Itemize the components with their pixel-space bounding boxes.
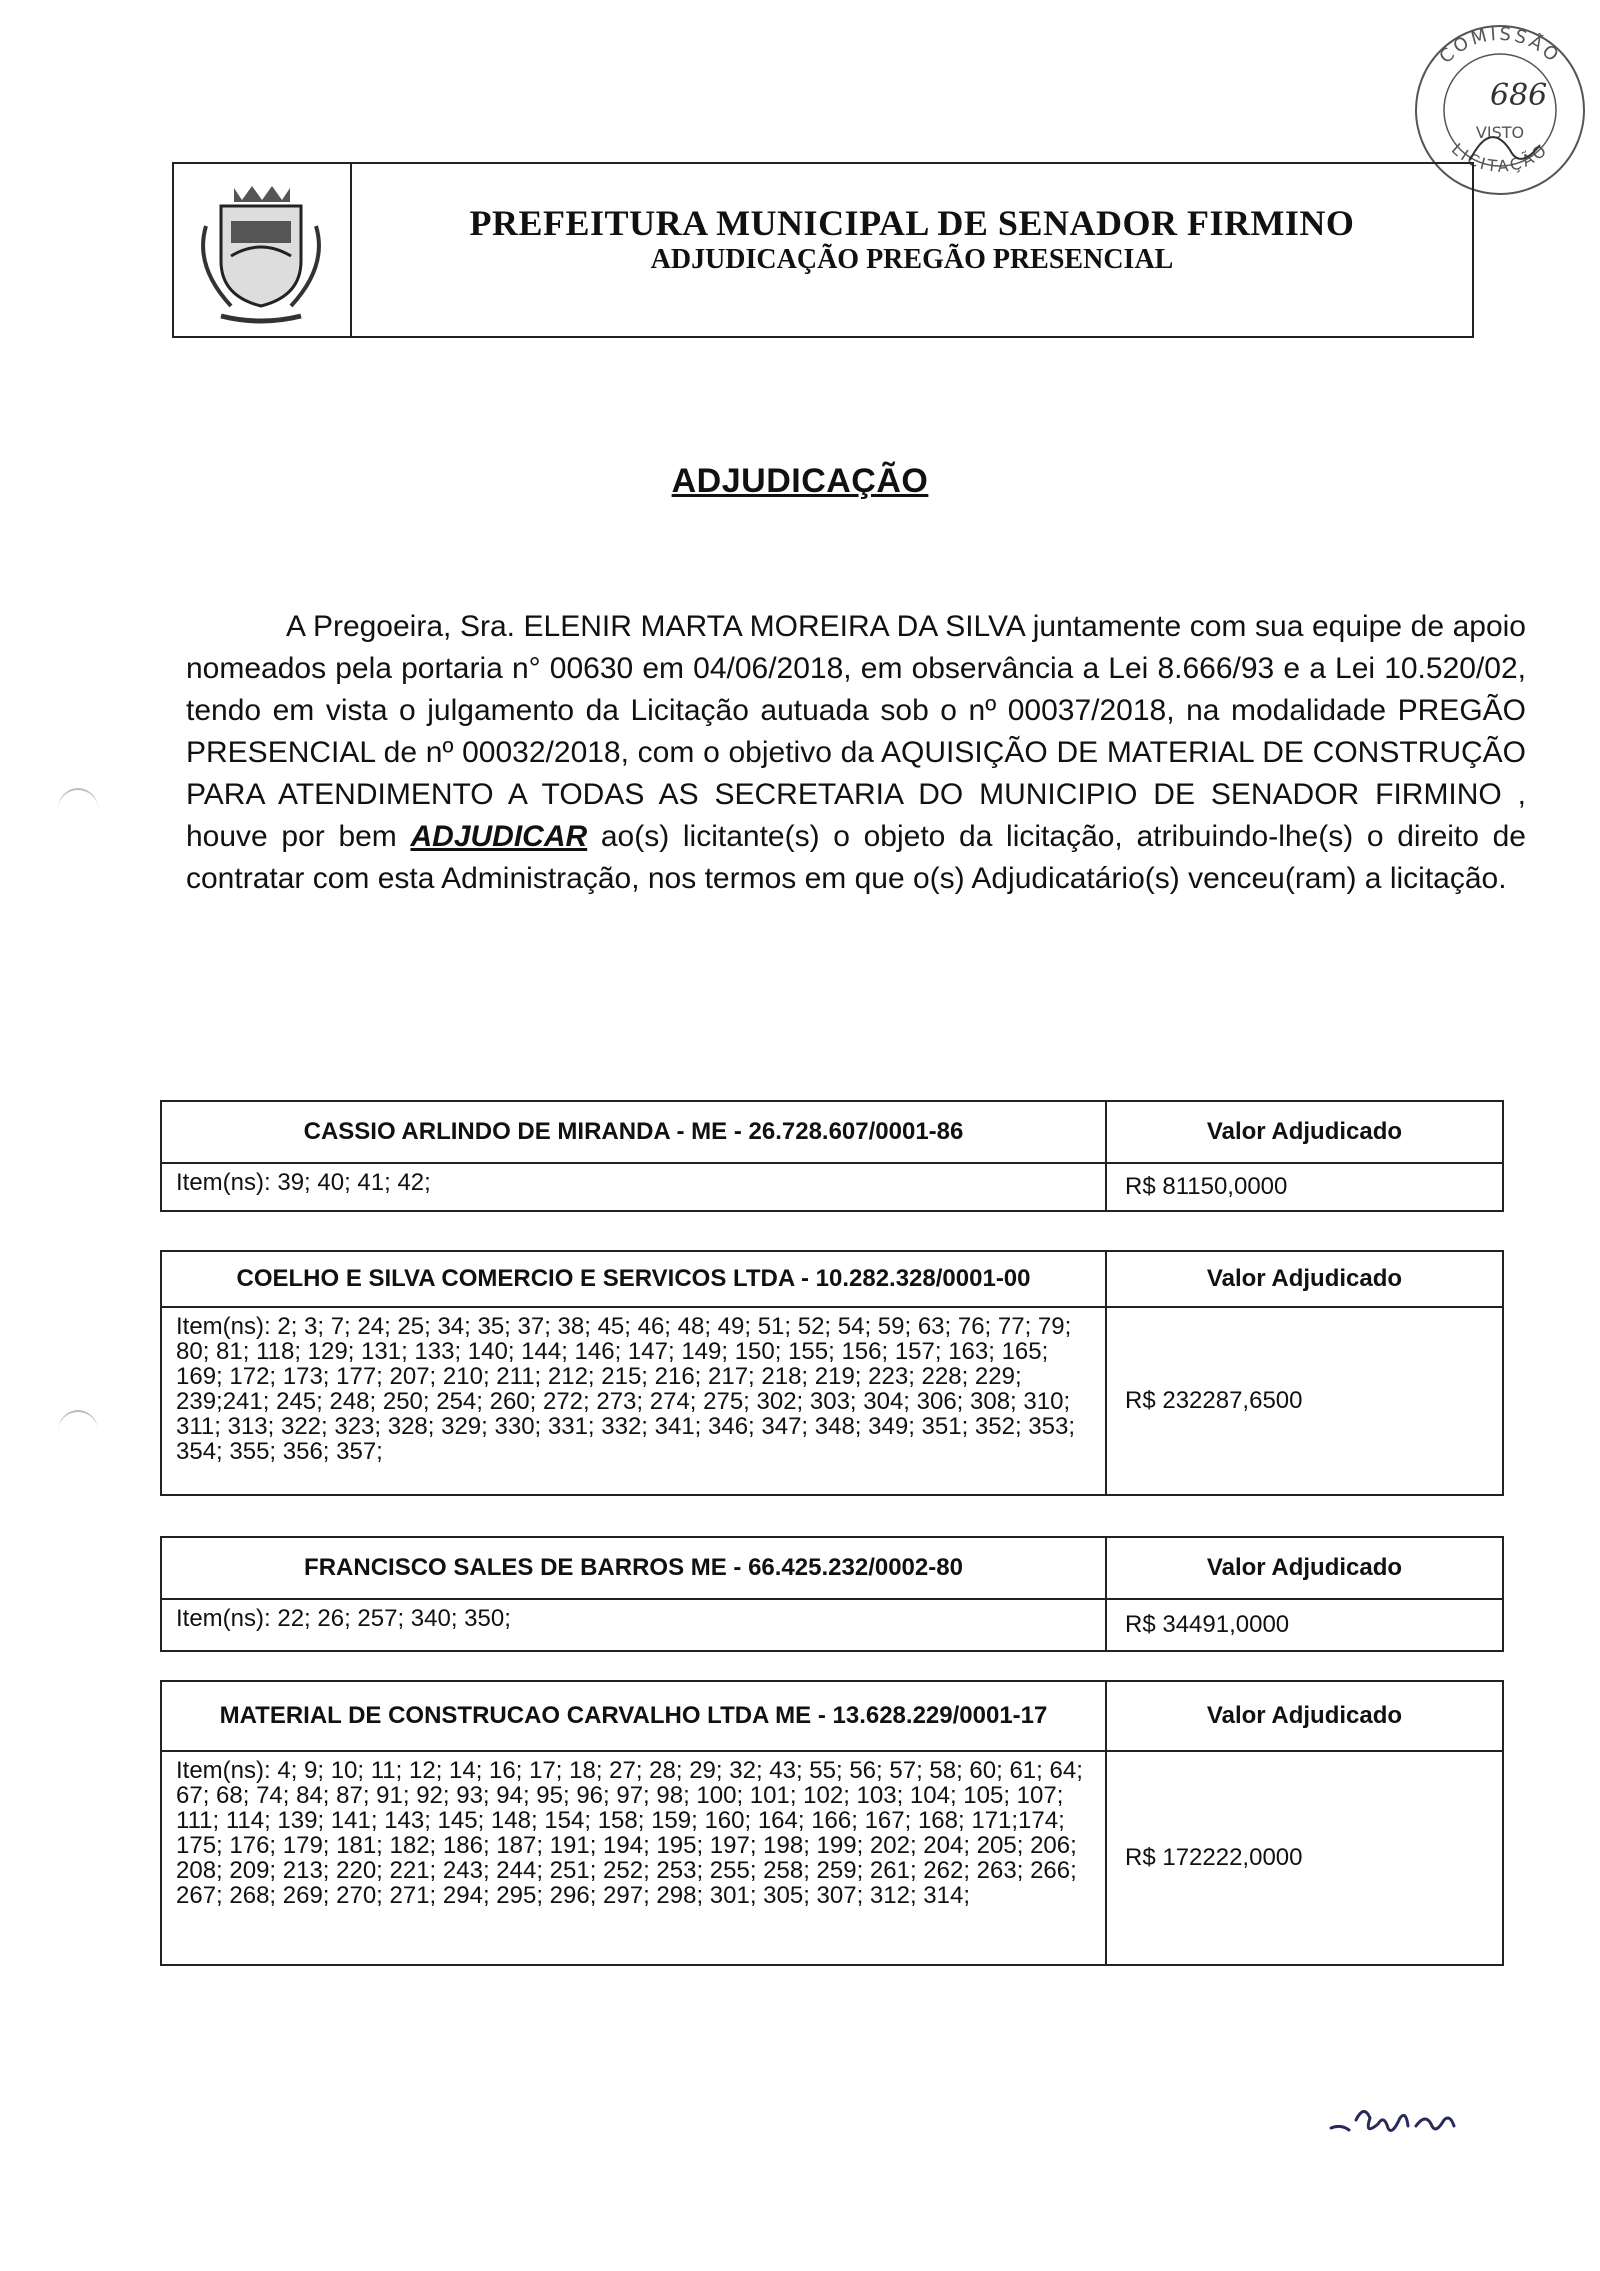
value-label: Valor Adjudicado <box>1107 1682 1502 1752</box>
vendor-name: FRANCISCO SALES DE BARROS ME - 66.425.232/0002-80 <box>162 1538 1107 1600</box>
value-label: Valor Adjudicado <box>1107 1102 1502 1164</box>
items-list: Item(ns): 4; 9; 10; 11; 12; 14; 16; 17; 18; 27; 28; 29; 32; 43; 55; 56; 57; 58; 60; 61; 64; 67; 68; 74; 84; 87; 91; 92; 93; 94; 95; 96; 97; 98; 100; 101; 102; 103; 104; 105; 107; 111; 114; 139; 141; 143; 145; 148; 154; 158; 159; 160; 164; 166; 167; 168; 171;174; 175; 176; 179; 181; 182; 186; 187; 191; 194; 195; 197; 198; 199; 202; 204; 205; 206; 208; 209; 213; 220; 221; 243; 244; 251; 252; 253; 255; 258; 259; 261; 262; 263; 266; 267; 268; 269; 270; 271; 294; 295; 296; 297; 298; 301; 305; 307; 312; 314; <box>162 1752 1107 1964</box>
signature-mark <box>1326 2090 1476 2150</box>
document-title: ADJUDICAÇÃO <box>671 462 929 500</box>
body-emphasis: ADJUDICAR <box>410 820 588 853</box>
award-value: R$ 81150,0000 <box>1125 1173 1288 1200</box>
items-list: Item(ns): 39; 40; 41; 42; <box>162 1164 1107 1210</box>
value-label: Valor Adjudicado <box>1107 1252 1502 1308</box>
vendor-name: MATERIAL DE CONSTRUCAO CARVALHO LTDA ME - 13.628.229/0001-17 <box>162 1682 1107 1752</box>
stamp-mid-text: VISTO <box>1475 123 1525 142</box>
stamp-top-text: COMISSÃO <box>1435 23 1565 68</box>
letterhead <box>172 162 1474 338</box>
items-list: Item(ns): 22; 26; 257; 340; 350; <box>162 1600 1107 1650</box>
award-table <box>160 1100 1504 1212</box>
coat-of-arms-icon <box>176 166 346 336</box>
body-text-part2: ao(s) licitante(s) o objeto da licitação, atribuindo-lhe(s) o direito de contratar com esta Administração, nos termos em que o(s) Adjudicatário(s) venceu(ram) a licitação. <box>186 820 1526 895</box>
stamp-bottom-text: LICITAÇÃO <box>1447 139 1553 176</box>
header-title: PREFEITURA MUNICIPAL DE SENADOR FIRMINO <box>469 203 1355 243</box>
header-subtitle: ADJUDICAÇÃO PREGÃO PRESENCIAL <box>650 244 1174 275</box>
body-paragraph <box>186 606 1526 900</box>
svg-text:COMISSÃO <box>1435 24 1564 68</box>
body-text-part1: A Pregoeira, Sra. ELENIR MARTA MOREIRA DA SILVA juntamente com sua equipe de apoio nomeados pela portaria n° 00630 em 04/06/2018, em observância a Lei 8.666/93 e a Lei 10.520/02, tendo em vista o julgamento da Licitação autuada sob o nº 00037/2018, na modalidade PREGÃO PRESENCIAL de nº 00032/2018, com o objetivo da AQUISIÇÃO DE MATERIAL DE CONSTRUÇÃO PARA ATENDIMENTO A TODAS AS SECRETARIA DO MUNICIPIO DE SENADOR FIRMINO , houve por bem <box>186 610 1526 853</box>
logo-cell <box>174 164 352 336</box>
award-table <box>160 1680 1504 1966</box>
items-list: Item(ns): 2; 3; 7; 24; 25; 34; 35; 37; 38; 45; 46; 48; 49; 51; 52; 54; 59; 63; 76; 77; 79; 80; 81; 118; 129; 131; 133; 140; 144; 146; 147; 149; 150; 155; 156; 157; 163; 165; 169; 172; 173; 177; 207; 210; 211; 212; 215; 216; 217; 218; 219; 223; 228; 229; 239;241; 245; 248; 250; 254; 260; 272; 273; 274; 275; 302; 303; 304; 306; 308; 310; 311; 313; 322; 323; 328; 329; 330; 331; 332; 341; 346; 347; 348; 349; 351; 352; 353; 354; 355; 356; 357; <box>162 1308 1107 1494</box>
award-table <box>160 1250 1504 1496</box>
award-value: R$ 172222,0000 <box>1125 1844 1303 1871</box>
award-value: R$ 34491,0000 <box>1125 1611 1290 1638</box>
value-label: Valor Adjudicado <box>1107 1538 1502 1600</box>
award-table <box>160 1536 1504 1652</box>
award-value: R$ 232287,6500 <box>1125 1387 1303 1414</box>
vendor-name: COELHO E SILVA COMERCIO E SERVICOS LTDA - 10.282.328/0001-00 <box>162 1252 1107 1308</box>
vendor-name: CASSIO ARLINDO DE MIRANDA - ME - 26.728.607/0001-86 <box>162 1102 1107 1164</box>
punch-hole-mark <box>58 788 98 830</box>
punch-hole-mark <box>58 1410 98 1452</box>
stamp-page-number: 686 <box>1490 78 1548 113</box>
